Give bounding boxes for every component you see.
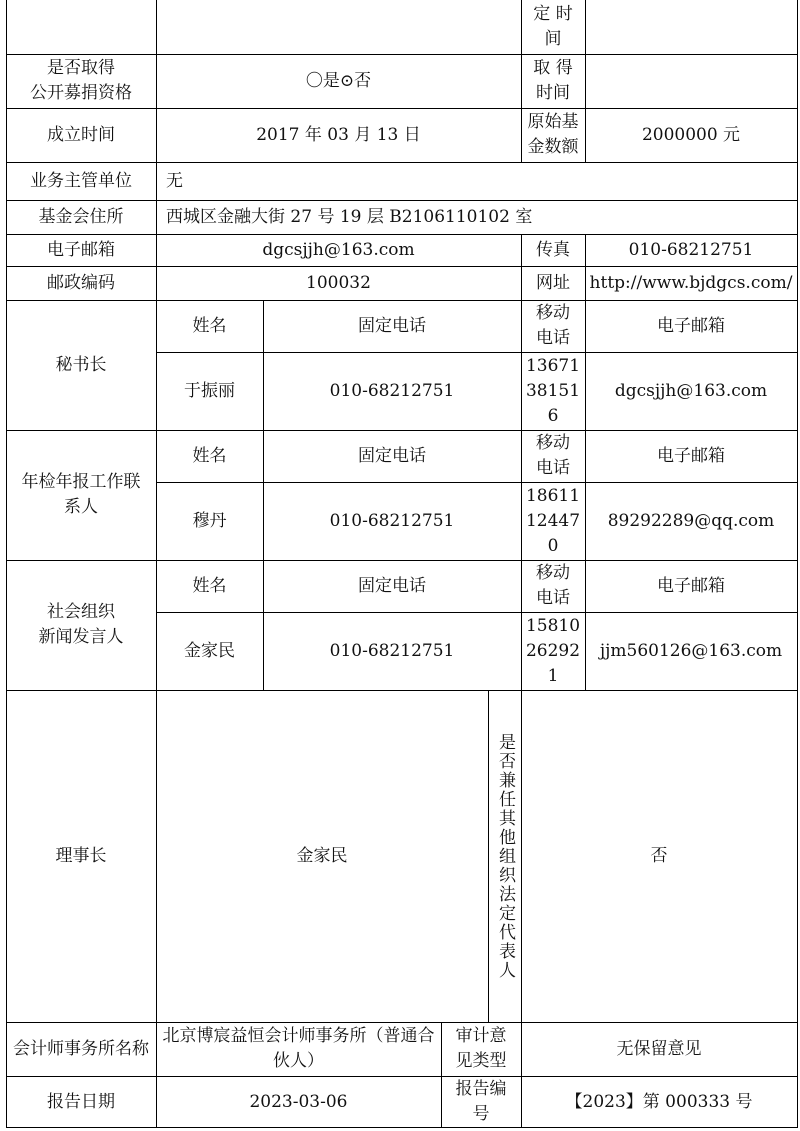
row-divider — [6, 234, 798, 235]
row-divider — [6, 162, 798, 163]
contact-name: 金家民 — [184, 640, 235, 661]
fax-value: 010-68212751 — [628, 239, 754, 260]
contact-role: 秘书长 — [55, 354, 107, 375]
contact-name: 于振丽 — [184, 380, 235, 401]
contact-phone: 010-68212751 — [329, 510, 455, 531]
row-divider — [156, 482, 798, 483]
public-fundraising-radio[interactable]: 〇是⊙否 — [305, 70, 372, 91]
table-border — [6, 0, 7, 1128]
audit-opinion-label: 审计意 见类型 — [455, 1026, 507, 1071]
header-mobile: 移动 电话 — [536, 563, 570, 608]
contact-mobile: 13671 38151 6 — [525, 355, 581, 426]
report-number-label: 报告编 号 — [455, 1079, 507, 1124]
header-phone: 固定电话 — [358, 445, 426, 466]
public-fundraising-label: 是否取得 公开募捐资格 — [30, 58, 132, 103]
row-divider — [6, 108, 798, 109]
report-date-value: 2023-03-06 — [249, 1091, 348, 1112]
column-divider — [585, 234, 586, 690]
header-phone: 固定电话 — [358, 575, 426, 596]
row-divider — [156, 612, 798, 613]
contact-role: 年检年报工作联 系人 — [21, 472, 141, 517]
column-divider — [488, 690, 489, 1022]
table-border — [6, 1127, 798, 1128]
original-fund-label: 原始基 金数额 — [527, 112, 579, 157]
email-label: 电子邮箱 — [47, 239, 115, 260]
website-label: 网址 — [536, 272, 570, 293]
contact-mobile: 18611 12447 0 — [525, 485, 581, 556]
audit-firm-label: 会计师事务所名称 — [13, 1038, 149, 1059]
established-label: 成立时间 — [47, 124, 115, 145]
report-date-label: 报告日期 — [47, 1091, 115, 1112]
row-divider — [6, 560, 798, 561]
table-border — [797, 0, 798, 1128]
original-fund-value: 2000000 元 — [641, 124, 741, 145]
row-divider — [6, 690, 798, 691]
column-divider — [521, 690, 522, 1128]
contact-phone: 010-68212751 — [329, 640, 455, 661]
concurrent-position-value: 否 — [650, 845, 668, 866]
email-value: dgcsjjh@163.com — [262, 239, 415, 260]
header-name: 姓名 — [192, 315, 227, 336]
row-divider — [6, 266, 798, 267]
row-divider — [156, 352, 798, 353]
contact-role: 社会组织 新闻发言人 — [38, 602, 124, 647]
header-email: 电子邮箱 — [657, 445, 725, 466]
time-value-top — [585, 0, 797, 54]
column-divider — [521, 0, 522, 162]
established-value: 2017 年 03 月 13 日 — [256, 124, 421, 145]
audit-opinion-value: 无保留意见 — [616, 1038, 702, 1059]
contact-email: jjm560126@163.com — [599, 640, 783, 661]
row-divider — [6, 430, 798, 431]
header-phone: 固定电话 — [358, 315, 426, 336]
column-divider — [156, 0, 157, 1128]
chairman-label: 理事长 — [55, 845, 107, 866]
column-divider — [521, 234, 522, 690]
header-name: 姓名 — [192, 575, 227, 596]
audit-firm-value: 北京博宸益恒会计师事务所（普通合 伙人） — [162, 1026, 435, 1071]
postal-label: 邮政编码 — [47, 272, 115, 293]
row-divider — [6, 200, 798, 201]
row-divider — [6, 1022, 798, 1023]
address-label: 基金会住所 — [38, 206, 124, 227]
header-email: 电子邮箱 — [657, 575, 725, 596]
header-email: 电子邮箱 — [657, 315, 725, 336]
header-mobile: 移动 电话 — [536, 303, 570, 348]
website-value[interactable]: http://www.bjdgcs.com/ — [589, 272, 793, 293]
postal-value: 100032 — [306, 272, 371, 293]
address-value: 西城区金融大街 27 号 19 层 B2106110102 室 — [166, 206, 533, 227]
report-number-value: 【2023】第 000333 号 — [565, 1091, 753, 1112]
contact-name: 穆丹 — [192, 510, 227, 531]
column-divider — [263, 300, 264, 690]
contact-email: 89292289@qq.com — [607, 510, 775, 531]
fax-label: 传真 — [536, 239, 570, 260]
acquired-time-label: 取 得 时间 — [533, 58, 573, 103]
header-mobile: 移动 电话 — [536, 433, 570, 478]
row-divider — [6, 300, 798, 301]
row-divider — [6, 54, 798, 55]
column-divider — [585, 0, 586, 162]
chairman-name: 金家民 — [296, 845, 348, 866]
contact-email: dgcsjjh@163.com — [614, 380, 768, 401]
supervisor-label: 业务主管单位 — [30, 170, 132, 191]
header-name: 姓名 — [192, 445, 227, 466]
contact-mobile: 15810 26292 1 — [525, 615, 581, 686]
concurrent-position-label: 是否兼任其他组织法定代表人 — [495, 732, 515, 980]
row-divider — [6, 1076, 798, 1077]
supervisor-value: 无 — [166, 170, 183, 191]
contact-phone: 010-68212751 — [329, 380, 455, 401]
acquired-time-value — [585, 54, 797, 108]
column-divider — [441, 1022, 442, 1128]
time-label-top: 定 时 间 — [533, 4, 573, 49]
